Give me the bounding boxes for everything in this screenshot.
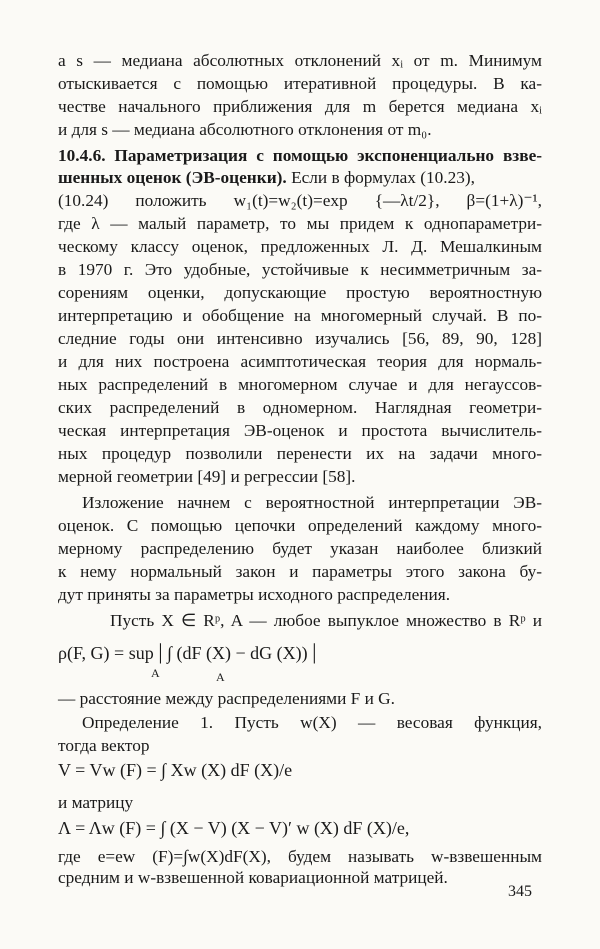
text-line: к нему нормальный закон и параметры этого закона бу- xyxy=(58,562,542,581)
page-number: 345 xyxy=(508,883,532,900)
text-line: отыскивается с помощью итеративной процедуры. В ка- xyxy=(58,74,542,93)
text-line: в 1970 г. Это удобные, устойчивые к несимметричным за- xyxy=(58,260,542,279)
text-line: и матрицу xyxy=(58,793,134,812)
text-line: интерпретацию и обобщение на многомерный случай. В по- xyxy=(58,306,542,325)
text-line: — расстояние между распределениями F и G. xyxy=(58,689,395,708)
section-heading: 10.4.6. Параметризация с помощью экспоненциально взве- xyxy=(58,146,542,165)
text-line: где e=ew (F)=∫w(X)dF(X), будем называть w-взвешенным xyxy=(58,847,542,866)
text-line: мерной геометрии [49] и регрессии [58]. xyxy=(58,467,356,486)
text-line: следние годы они интенсивно изучались [56, 89, 90, 128] xyxy=(58,329,542,348)
text-line: ческая интерпретация ЭВ-оценок и простота вычислитель- xyxy=(58,421,542,440)
text-line: ных распределений в многомерном случае и для негауссов- xyxy=(58,375,542,394)
text-line: оценок. С помощью цепочки определений каждому много- xyxy=(58,516,542,535)
formula-sub: A xyxy=(151,666,160,680)
text-line: честве начального приближения для m берется медиана xᵢ xyxy=(58,97,542,116)
text-line: Пусть X ∈ Rᵖ, A — любое выпуклое множество в Rᵖ и xyxy=(110,611,542,630)
text-line: а s — медиана абсолютных отклонений xᵢ от m. Минимум xyxy=(58,51,542,70)
text-line: мерному распределению будет указан наиболее близкий xyxy=(58,539,542,558)
text-line: ских распределений в одномерном. Наглядная геометри- xyxy=(58,398,542,417)
formula-body: ∫ (dF (X) − dG (X)) xyxy=(167,643,308,663)
text-line: средним и w-взвешенной ковариационной матрицей. xyxy=(58,868,448,887)
text-line: тогда вектор xyxy=(58,736,150,755)
text-line: (10.24) положить w₁(t)=w₂(t)=exp {—λt/2}, β=(1+λ)⁻¹, xyxy=(58,191,542,210)
definition-1: Определение 1. Пусть w(X) — весовая функция, xyxy=(82,713,542,732)
abs-bar: | xyxy=(312,639,317,664)
text-line: и для них построена асимптотическая теория для нормаль- xyxy=(58,352,542,371)
text-line: ных процедур позволили перенести их на задачи много- xyxy=(58,444,542,463)
text-line: Изложение начнем с вероятностной интерпретации ЭВ- xyxy=(82,493,542,512)
formula-distance xyxy=(58,641,317,664)
text-line: где λ — малый параметр, то мы придем к однопараметри- xyxy=(58,214,542,233)
text-line: Если в формулах (10.23), xyxy=(286,168,475,187)
text-line: ческому классу оценок, предложенных Л. Д. Мешалкиным xyxy=(58,237,542,256)
formula-int-sub: A xyxy=(216,670,225,684)
text-line: дут приняты за параметры исходного распределения. xyxy=(58,585,451,604)
formula-matrix: Λ = Λw (F) = ∫ (X − V) (X − V)′ w (X) dF (X)/e, xyxy=(58,818,410,838)
text-line: и для s — медиана абсолютного отклонения от m₀. xyxy=(58,120,432,139)
formula-lhs: ρ(F, G) = sup xyxy=(58,643,154,663)
abs-bar: | xyxy=(158,639,163,664)
formula-vector: V = Vw (F) = ∫ Xw (X) dF (X)/e xyxy=(58,760,293,780)
text-line: сорениям оценки, допускающие простую вероятностную xyxy=(58,283,542,302)
section-heading-line xyxy=(58,167,542,188)
section-heading-cont: шенных оценок (ЭВ-оценки). xyxy=(58,168,287,187)
